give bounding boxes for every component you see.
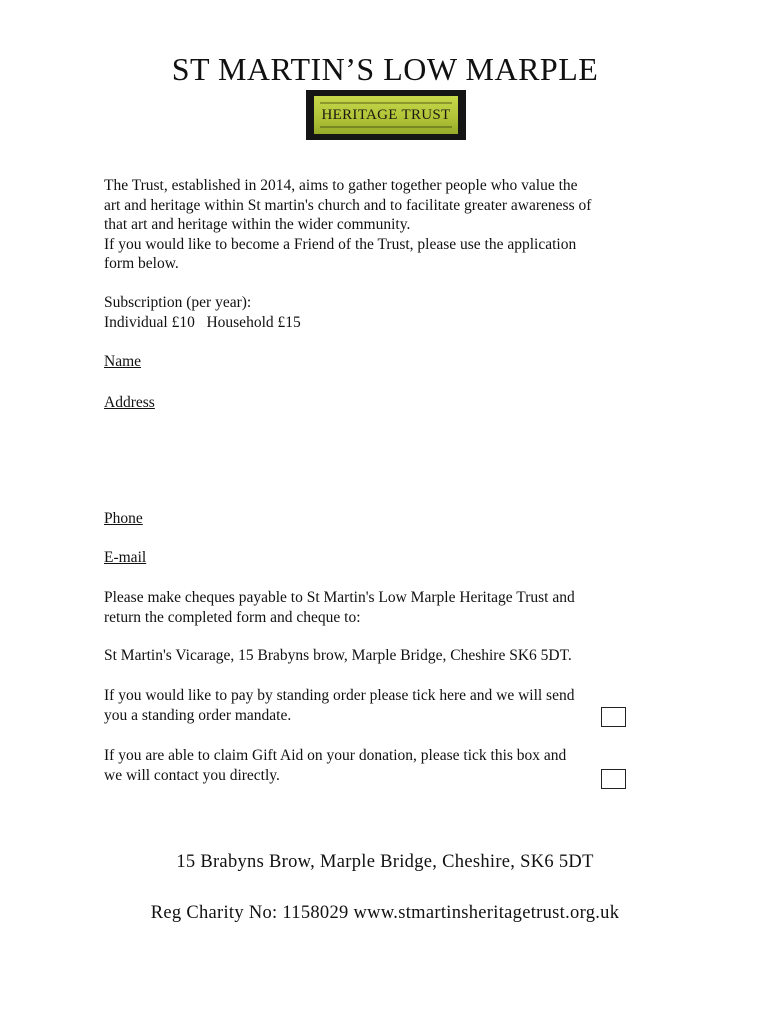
standing-order-line-2: you a standing order mandate. xyxy=(104,706,292,724)
intro-paragraph xyxy=(104,176,674,274)
logo-text: HERITAGE TRUST xyxy=(321,106,451,123)
heritage-trust-logo xyxy=(306,90,466,140)
intro-line-5: form below. xyxy=(104,255,179,272)
page-title: ST MARTIN’S LOW MARPLE xyxy=(171,51,599,87)
email-field-label[interactable]: E-mail xyxy=(104,549,147,566)
cheque-line-1: Please make cheques payable to St Martin's Low Marple Heritage Trust and xyxy=(104,589,575,606)
footer-registration: Reg Charity No: 1158029 www.stmartinsheritagetrust.org.uk xyxy=(150,903,620,923)
subscription-heading: Subscription (per year): xyxy=(104,294,252,311)
intro-line-1: The Trust, established in 2014, aims to gather together people who value the xyxy=(104,177,578,194)
intro-line-3: that art and heritage within the wider community. xyxy=(104,216,411,233)
address-field-label[interactable]: Address xyxy=(104,394,155,411)
standing-order-text xyxy=(104,686,674,725)
standing-order-line-1: If you would like to pay by standing order please tick here and we will send xyxy=(104,687,575,704)
subscription-rates: Individual £10 Household £15 xyxy=(104,313,301,331)
standing-order-checkbox[interactable] xyxy=(601,707,626,727)
gift-aid-checkbox[interactable] xyxy=(601,769,626,789)
gift-aid-text xyxy=(104,746,674,785)
intro-line-2: art and heritage within St martin's church and to facilitate greater awareness of xyxy=(104,196,592,214)
footer-address: 15 Brabyns Brow, Marple Bridge, Cheshire, SK6 5DT xyxy=(176,852,594,872)
vicarage-address: St Martin's Vicarage, 15 Brabyns brow, Marple Bridge, Cheshire SK6 5DT. xyxy=(104,647,572,664)
gift-aid-line-2: we will contact you directly. xyxy=(104,766,280,784)
intro-line-4: If you would like to become a Friend of the Trust, please use the application xyxy=(104,235,577,253)
cheque-instructions xyxy=(104,588,674,627)
cheque-line-2: return the completed form and cheque to: xyxy=(104,608,361,626)
gift-aid-line-1: If you are able to claim Gift Aid on your donation, please tick this box and xyxy=(104,747,567,764)
phone-field-label[interactable]: Phone xyxy=(104,510,143,527)
name-field-label[interactable]: Name xyxy=(104,353,142,370)
subscription-info xyxy=(104,293,674,332)
logo-panel xyxy=(314,96,458,134)
